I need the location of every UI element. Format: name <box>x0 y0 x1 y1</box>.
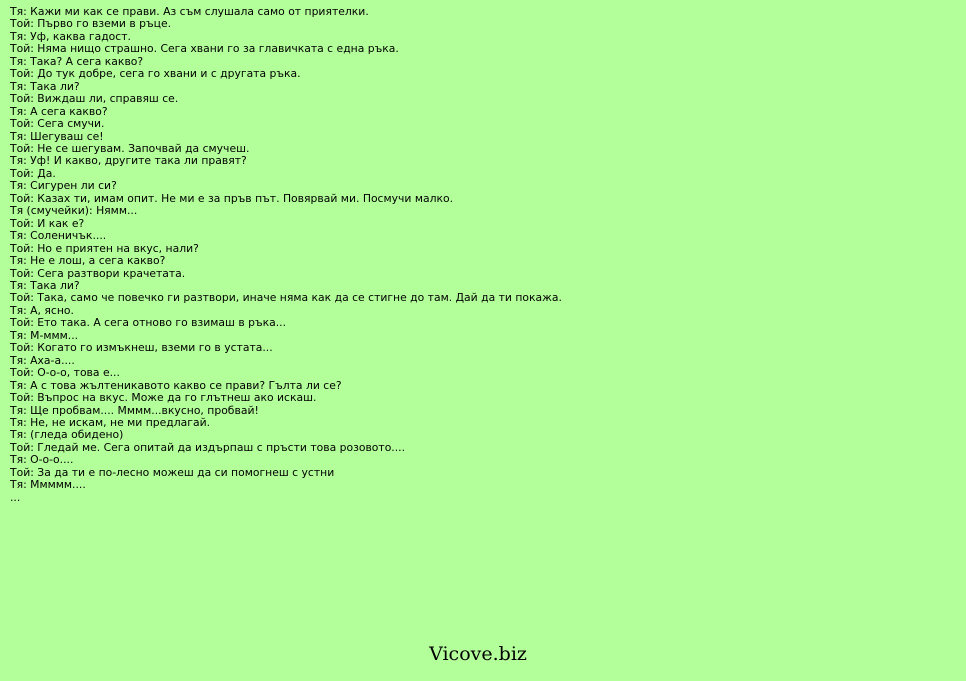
dialogue-line: Той: Ето така. А сега отново го взимаш в ръка... <box>10 316 287 330</box>
dialogue-line: Тя: Шегуваш се! <box>10 129 104 143</box>
dialogue-line: Той: Не се шегувам. Започвай да смучеш. <box>10 141 250 155</box>
site-footer <box>0 643 956 665</box>
dialogue-line: Тя: Уф, каква гадост. <box>10 29 131 43</box>
dialogue-line: Той: Гледай ме. Сега опитай да издърпаш с пръсти това розовото.... <box>10 440 406 454</box>
dialogue-line: Той: Сега смучи. <box>10 117 105 131</box>
dialogue-line: Той: Няма нищо страшно. Сега хвани го за главичката с една ръка. <box>10 42 399 56</box>
dialogue-line: Той: До тук добре, сега го хвани и с другата ръка. <box>10 67 301 81</box>
dialogue-line: Тя: Сигурен ли си? <box>10 179 117 193</box>
dialogue-line: Тя: М-ммм... <box>10 328 79 342</box>
dialogue-line: Тя: (гледа обидено) <box>10 428 124 442</box>
dialogue-line: Тя: Така? А сега какво? <box>10 54 144 68</box>
dialogue-line: Той: Казах ти, имам опит. Не ми е за пръв път. Повярвай ми. Посмучи малко. <box>10 191 454 205</box>
dialogue-line: Тя: Уф! И какво, другите така ли правят? <box>10 154 247 168</box>
dialogue-line: Тя: А, ясно. <box>10 303 74 317</box>
dialogue-line: ... <box>10 490 21 504</box>
dialogue-line: Тя: Ммммм.... <box>10 478 86 492</box>
dialogue-line: Тя: Не, не искам, не ми предлагай. <box>10 415 211 429</box>
dialogue-line: Тя: Ще пробвам.... Мммм...вкусно, пробвай! <box>10 403 259 417</box>
dialogue-line: Той: О-о-о, това е... <box>10 366 120 380</box>
dialogue-line: Тя: Соленичък.... <box>10 229 107 243</box>
dialogue-line: Тя: О-о-о.... <box>10 453 74 467</box>
dialogue-line: Той: За да ти е по-лесно можеш да си помогнеш с устни <box>10 465 335 479</box>
dialogue-line: Той: Но е приятен на вкус, нали? <box>10 241 199 255</box>
dialogue-line: Тя (смучейки): Нямм... <box>10 204 138 218</box>
dialogue-line: Той: Виждаш ли, справяш се. <box>10 92 179 106</box>
dialogue-line: Тя: Не е лош, а сега какво? <box>10 254 166 268</box>
dialogue-line: Тя: А с това жълтеникавото какво се прави? Гълта ли се? <box>10 378 342 392</box>
dialogue-line: Той: Сега разтвори крачетата. <box>10 266 186 280</box>
dialogue-line: Той: Така, само че повечко ги разтвори, иначе няма как да се стигне до там. Дай да ти покажа. <box>10 291 562 305</box>
dialogue-line: Той: И как е? <box>10 216 85 230</box>
dialogue-line: Той: Първо го вземи в ръце. <box>10 17 172 31</box>
dialogue-line: Тя: Кажи ми как се прави. Аз съм слушала само от приятелки. <box>10 5 369 18</box>
dialogue-line: Тя: Така ли? <box>10 79 80 93</box>
dialogue-line: Тя: Така ли? <box>10 278 80 292</box>
dialogue-line: Той: Когато го измъкнеш, вземи го в устата... <box>10 341 273 355</box>
dialogue-line: Той: Да. <box>10 166 56 180</box>
dialogue-line: Тя: Аха-а.... <box>10 353 75 367</box>
site-name: Vicove.biz <box>429 643 527 665</box>
dialogue-text <box>10 6 950 504</box>
dialogue-line: Тя: А сега какво? <box>10 104 108 118</box>
dialogue-line: Той: Въпрос на вкус. Може да го глътнеш ако искаш. <box>10 391 317 405</box>
